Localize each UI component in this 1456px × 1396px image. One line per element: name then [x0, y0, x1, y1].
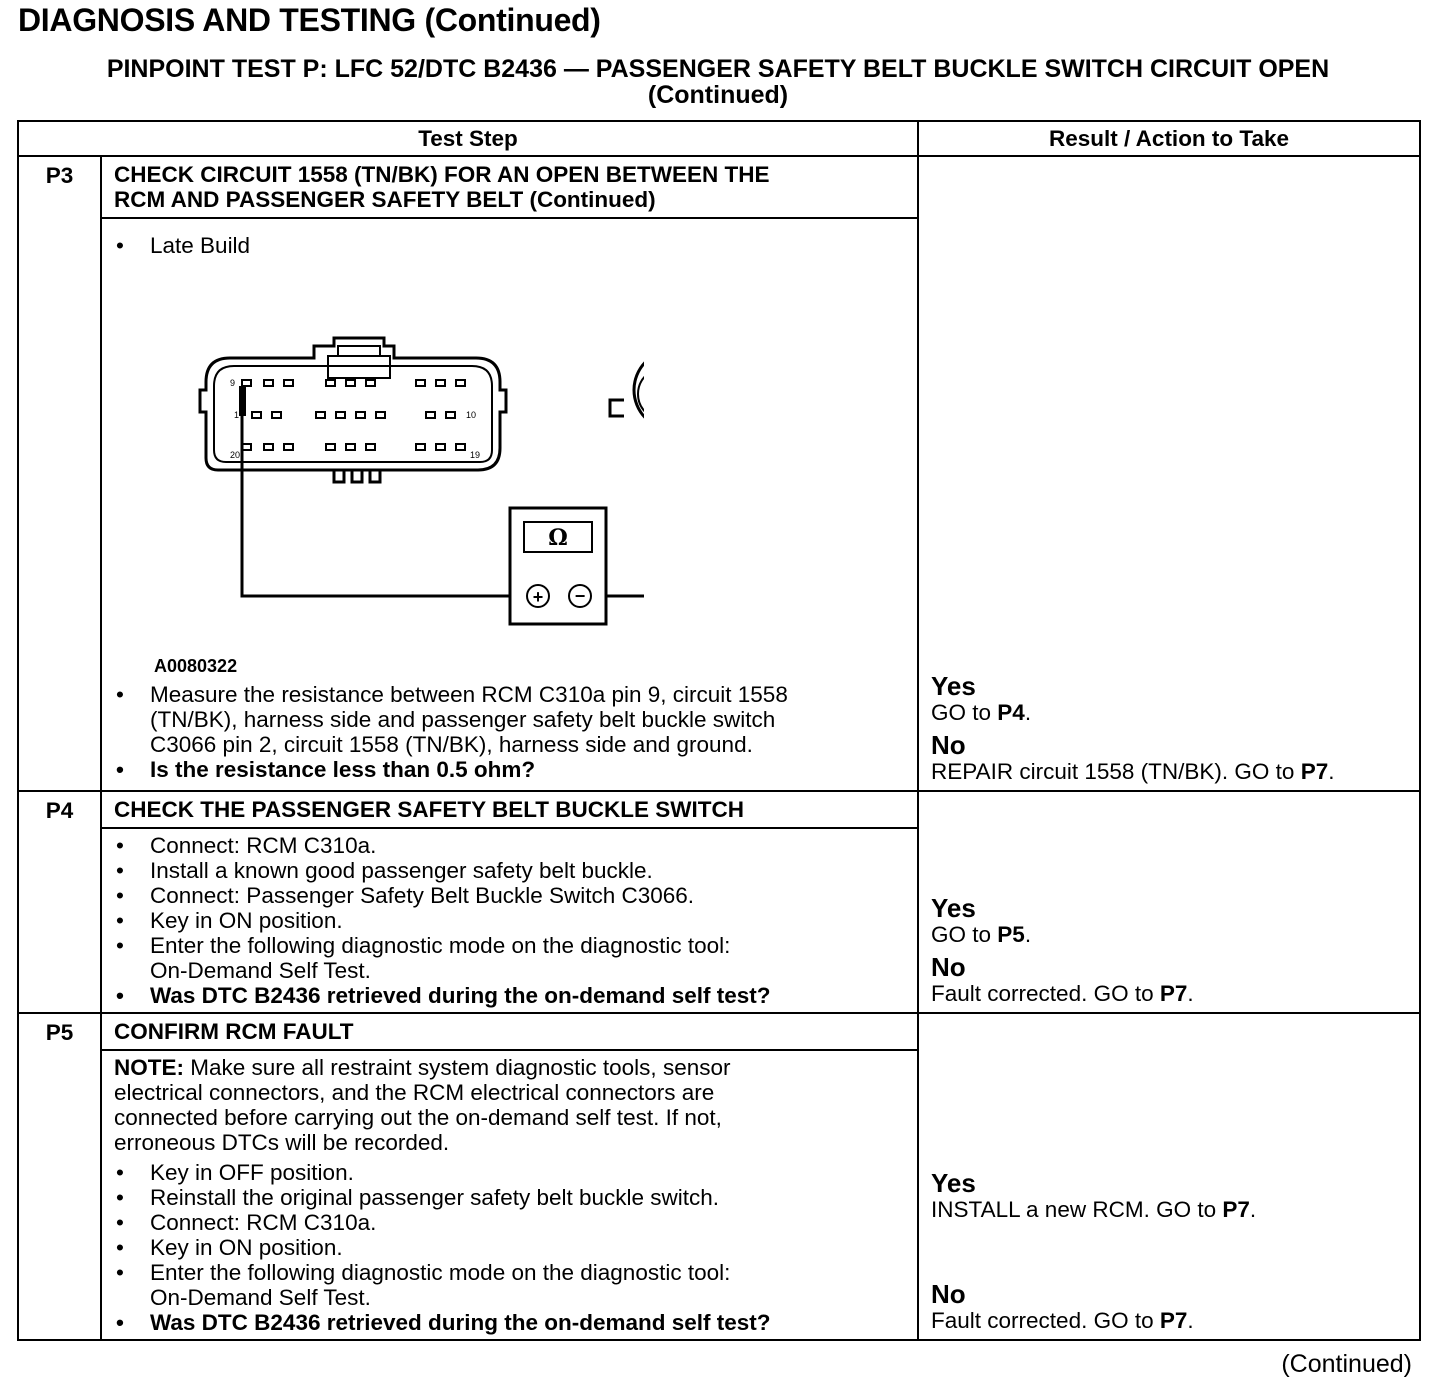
result-p5-no-action: Fault corrected. GO to P7. — [931, 1308, 1194, 1333]
step-p5-title-row — [18, 1013, 1420, 1050]
measure-line3: C3066 pin 2, circuit 1558 (TN/BK), harness side and ground. — [150, 732, 753, 757]
p5-step-5-cont: On-Demand Self Test. — [150, 1285, 371, 1310]
step-title-p5: CONFIRM RCM FAULT — [101, 1013, 918, 1050]
result-p4-no-action: Fault corrected. GO to P7. — [931, 981, 1194, 1006]
p5-step-2: • Reinstall the original passenger safety belt buckle switch. — [114, 1185, 905, 1210]
result-p3-no-ref: P7 — [1300, 759, 1329, 784]
test-title-line2: (Continued) — [647, 81, 789, 109]
pin-label-1: 1 — [234, 410, 240, 420]
meter-plus: + — [532, 587, 544, 607]
figure-id: A0080322 — [154, 656, 238, 676]
note-line2: electrical connectors, and the RCM electrical connectors are — [114, 1080, 715, 1105]
result-p3-yes-action: GO to P4. — [931, 700, 1032, 725]
step-id-p4: P4 — [18, 791, 101, 1013]
pinpoint-test-title — [18, 56, 1418, 108]
note-line3: connected before carrying out the on-demand self test. If not, — [114, 1105, 722, 1130]
result-p4-no-label: No — [931, 952, 966, 982]
meter-minus: − — [574, 586, 586, 606]
result-p4-yes-label: Yes — [931, 893, 976, 923]
note-label: NOTE: — [114, 1055, 184, 1080]
result-p5-yes-ref: P7 — [1222, 1197, 1250, 1222]
p5-step-5: • Enter the following diagnostic mode on the diagnostic tool: — [114, 1260, 905, 1285]
result-p3 — [918, 156, 1420, 791]
connector-meter-diagram — [184, 328, 644, 658]
step-title-p3-line2: RCM AND PASSENGER SAFETY BELT (Continued) — [114, 187, 656, 212]
p5-step-4: • Key in ON position. — [114, 1235, 905, 1260]
result-p5-yes-action: INSTALL a new RCM. GO to P7. — [931, 1197, 1257, 1222]
result-p3-yes-label: Yes — [931, 671, 976, 701]
step-id-p3: P3 — [18, 156, 101, 791]
result-p4-no-ref: P7 — [1159, 981, 1188, 1006]
test-figure — [114, 258, 905, 682]
ohm-symbol: Ω — [548, 525, 568, 551]
result-p3-no-text: REPAIR circuit 1558 (TN/BK). GO to — [931, 759, 1301, 784]
measure-line2: (TN/BK), harness side and passenger safety belt buckle switch — [150, 707, 776, 732]
p4-step-3: • Connect: Passenger Safety Belt Buckle Switch C3066. — [114, 883, 905, 908]
result-p5-no-ref: P7 — [1159, 1308, 1188, 1333]
p4-step-4: • Key in ON position. — [114, 908, 905, 933]
step-body-p3 — [101, 218, 918, 791]
p4-step-5-cont: On-Demand Self Test. — [150, 958, 371, 983]
result-p3-yes-ref: P4 — [997, 700, 1025, 725]
result-p5 — [918, 1013, 1420, 1340]
note-line1: Make sure all restraint system diagnostic tools, sensor — [184, 1055, 731, 1080]
step-title-p4: CHECK THE PASSENGER SAFETY BELT BUCKLE SWITCH — [101, 791, 918, 828]
pin-label-9: 9 — [230, 378, 236, 388]
result-p4-yes-ref: P5 — [997, 922, 1025, 947]
bullet-measure — [114, 682, 905, 757]
p5-step-3: • Connect: RCM C310a. — [114, 1210, 905, 1235]
result-p5-yes-label: Yes — [931, 1168, 976, 1198]
p4-step-1: • Connect: RCM C310a. — [114, 833, 905, 858]
pinpoint-test-table — [17, 120, 1421, 1341]
result-p3-no-label: No — [931, 730, 966, 760]
pin-label-20: 20 — [230, 450, 241, 460]
measure-line1: • Measure the resistance between RCM C310a pin 9, circuit 1558 — [150, 682, 788, 707]
result-p3-no-action: REPAIR circuit 1558 (TN/BK). GO to P7. — [931, 759, 1335, 784]
p5-step-1: • Key in OFF position. — [114, 1160, 905, 1185]
bullet-late-build: • Late Build — [114, 233, 905, 258]
bullet-question-p5: • Was DTC B2436 retrieved during the on-demand self test? — [114, 1310, 905, 1335]
p5-note — [114, 1055, 905, 1155]
col-header-result: Result / Action to Take — [918, 121, 1420, 156]
result-p5-no-text: Fault corrected. GO to — [931, 1308, 1160, 1333]
step-body-p5 — [101, 1050, 918, 1340]
step-title-p3-line1: CHECK CIRCUIT 1558 (TN/BK) FOR AN OPEN BETWEEN THE — [114, 162, 770, 187]
p4-step-5: • Enter the following diagnostic mode on the diagnostic tool: — [114, 933, 905, 958]
step-p3-title-row — [18, 156, 1420, 218]
col-header-test-step: Test Step — [18, 121, 918, 156]
step-id-p5: P5 — [18, 1013, 101, 1340]
pin-label-19: 19 — [470, 450, 481, 460]
note-line4: erroneous DTCs will be recorded. — [114, 1130, 450, 1155]
result-p4-no-text: Fault corrected. GO to — [931, 981, 1160, 1006]
test-title-line1: PINPOINT TEST P: LFC 52/DTC B2436 — PASSENGER SAFETY BELT BUCKLE SWITCH CIRCUIT OPEN — [106, 55, 1330, 83]
pin-label-10: 10 — [466, 410, 477, 420]
bullet-question-p4: • Was DTC B2436 retrieved during the on-demand self test? — [114, 983, 905, 1008]
step-title-p3 — [101, 156, 918, 218]
p4-step-2: • Install a known good passenger safety belt buckle. — [114, 858, 905, 883]
bullet-question-p3: • Is the resistance less than 0.5 ohm? — [114, 757, 905, 782]
table-header-row — [18, 121, 1420, 156]
buckle-switch-connector — [610, 340, 644, 470]
result-p4-yes-text: GO to — [931, 922, 998, 947]
result-p5-no-label: No — [931, 1279, 966, 1309]
result-p4-yes-action: GO to P5. — [931, 922, 1032, 947]
result-p3-yes-text: GO to — [931, 700, 998, 725]
continued-footer: (Continued) — [1281, 1350, 1412, 1378]
page-title: DIAGNOSIS AND TESTING (Continued) — [18, 2, 601, 38]
step-p4-title-row — [18, 791, 1420, 828]
result-p5-yes-text: INSTALL a new RCM. GO to — [931, 1197, 1223, 1222]
step-body-p4 — [101, 828, 918, 1013]
result-p4 — [918, 791, 1420, 1013]
ohmmeter — [510, 508, 606, 624]
